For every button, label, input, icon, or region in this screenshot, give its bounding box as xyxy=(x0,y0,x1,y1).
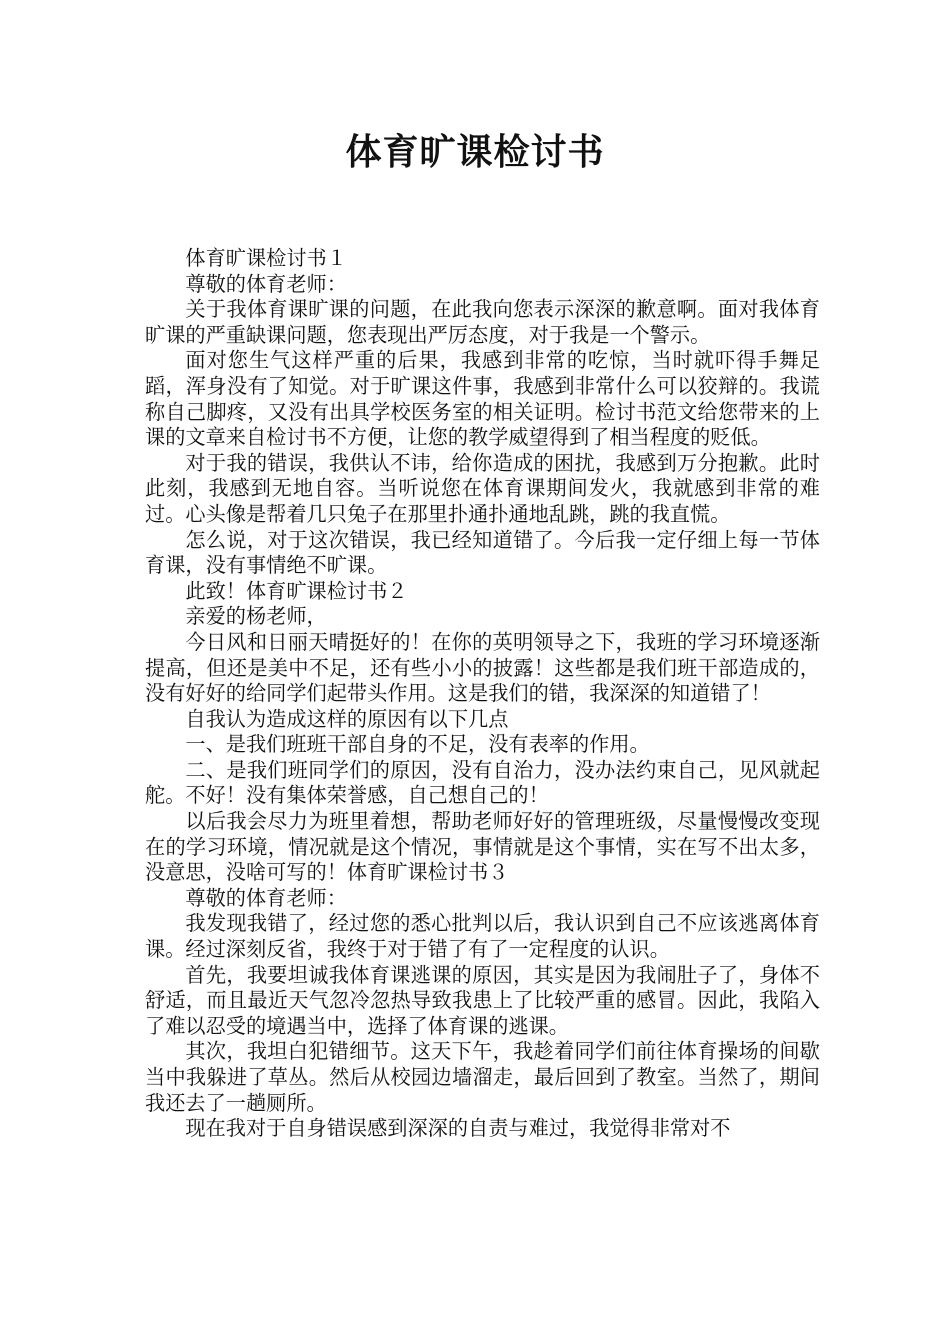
paragraph: 体育旷课检讨书１ xyxy=(185,246,347,270)
paragraph: 面对您生气这样严重的后果，我感到非常的吃惊，当时就吓得手舞足蹈，浑身没有了知觉。对于旷课这件事，我感到非常什么可以狡辩的。我谎称自己脚疼，又没有出具学校医务室的相关证明。检讨书范文给您带来的上课的文章来自检讨书不方便，让您的教学威望得到了相当程度的贬低。 xyxy=(145,348,820,450)
paragraph: 二、是我们班同学们的原因，没有自治力，没办法约束自己，见风就起舵。不好！没有集体荣誉感，自己想自己的！ xyxy=(145,757,820,808)
paragraph: 首先，我要坦诚我体育课逃课的原因，其实是因为我闹肚子了，身体不舒适，而且最近天气忽冷忽热导致我患上了比较严重的感冒。因此，我陷入了难以忍受的境遇当中，选择了体育课的逃课。 xyxy=(145,962,820,1038)
paragraph: 亲爱的杨老师， xyxy=(185,604,327,629)
paragraph: 关于我体育课旷课的问题，在此我向您表示深深的歉意啊。面对我体育旷课的严重缺课问题，您表现出严厉态度，对于我是一个警示。 xyxy=(145,297,820,347)
paragraph: 此致！体育旷课检讨书２ xyxy=(185,578,408,603)
paragraph: 今日风和日丽天晴挺好的！在你的英明领导之下，我班的学习环境逐渐提高，但还是美中不足，还有些小小的披露！这些都是我们班干部造成的，没有好好的给同学们起带头作用。这是我们的错，我深深的知道错了！ xyxy=(145,629,820,706)
paragraph: 以后我会尽力为班里着想，帮助老师好好的管理班级，尽量慢慢改变现在的学习环境，情况就是这个情况，事情就是这个事情，实在写不出太多，没意思，没啥可写的！体育旷课检讨书３ xyxy=(145,809,820,885)
paragraph: 一、是我们班班干部自身的不足，没有表率的作用。 xyxy=(185,732,650,757)
paragraph: 现在我对于自身错误感到深深的自责与难过，我觉得非常对不 xyxy=(185,1116,731,1141)
document-body xyxy=(145,246,820,1142)
paragraph: 其次，我坦白犯错细节。这天下午，我趁着同学们前往体育操场的间歇当中我躲进了草丛。然后从校园边墙溜走，最后回到了教室。当然了，期间我还去了一趟厕所。 xyxy=(145,1039,820,1115)
paragraph: 尊敬的体育老师： xyxy=(185,885,347,910)
paragraph: 对于我的错误，我供认不讳，给你造成的困扰，我感到万分抱歉。此时此刻，我感到无地自容。当听说您在体育课期间发火，我就感到非常的难过。心头像是帮着几只兔子在那里扑通扑通地乱跳，跳的我直慌。 xyxy=(145,450,820,526)
paragraph: 怎么说，对于这次错误，我已经知道错了。今后我一定仔细上每一节体育课，没有事情绝不旷课。 xyxy=(145,527,820,578)
paragraph: 尊敬的体育老师： xyxy=(185,271,347,296)
document-title: 体育旷课检讨书 xyxy=(345,132,605,173)
paragraph: 我发现我错了，经过您的悉心批判以后，我认识到自己不应该逃离体育课。经过深刻反省，我终于对于错了有了一定程度的认识。 xyxy=(145,911,820,962)
paragraph: 自我认为造成这样的原因有以下几点 xyxy=(185,706,509,731)
